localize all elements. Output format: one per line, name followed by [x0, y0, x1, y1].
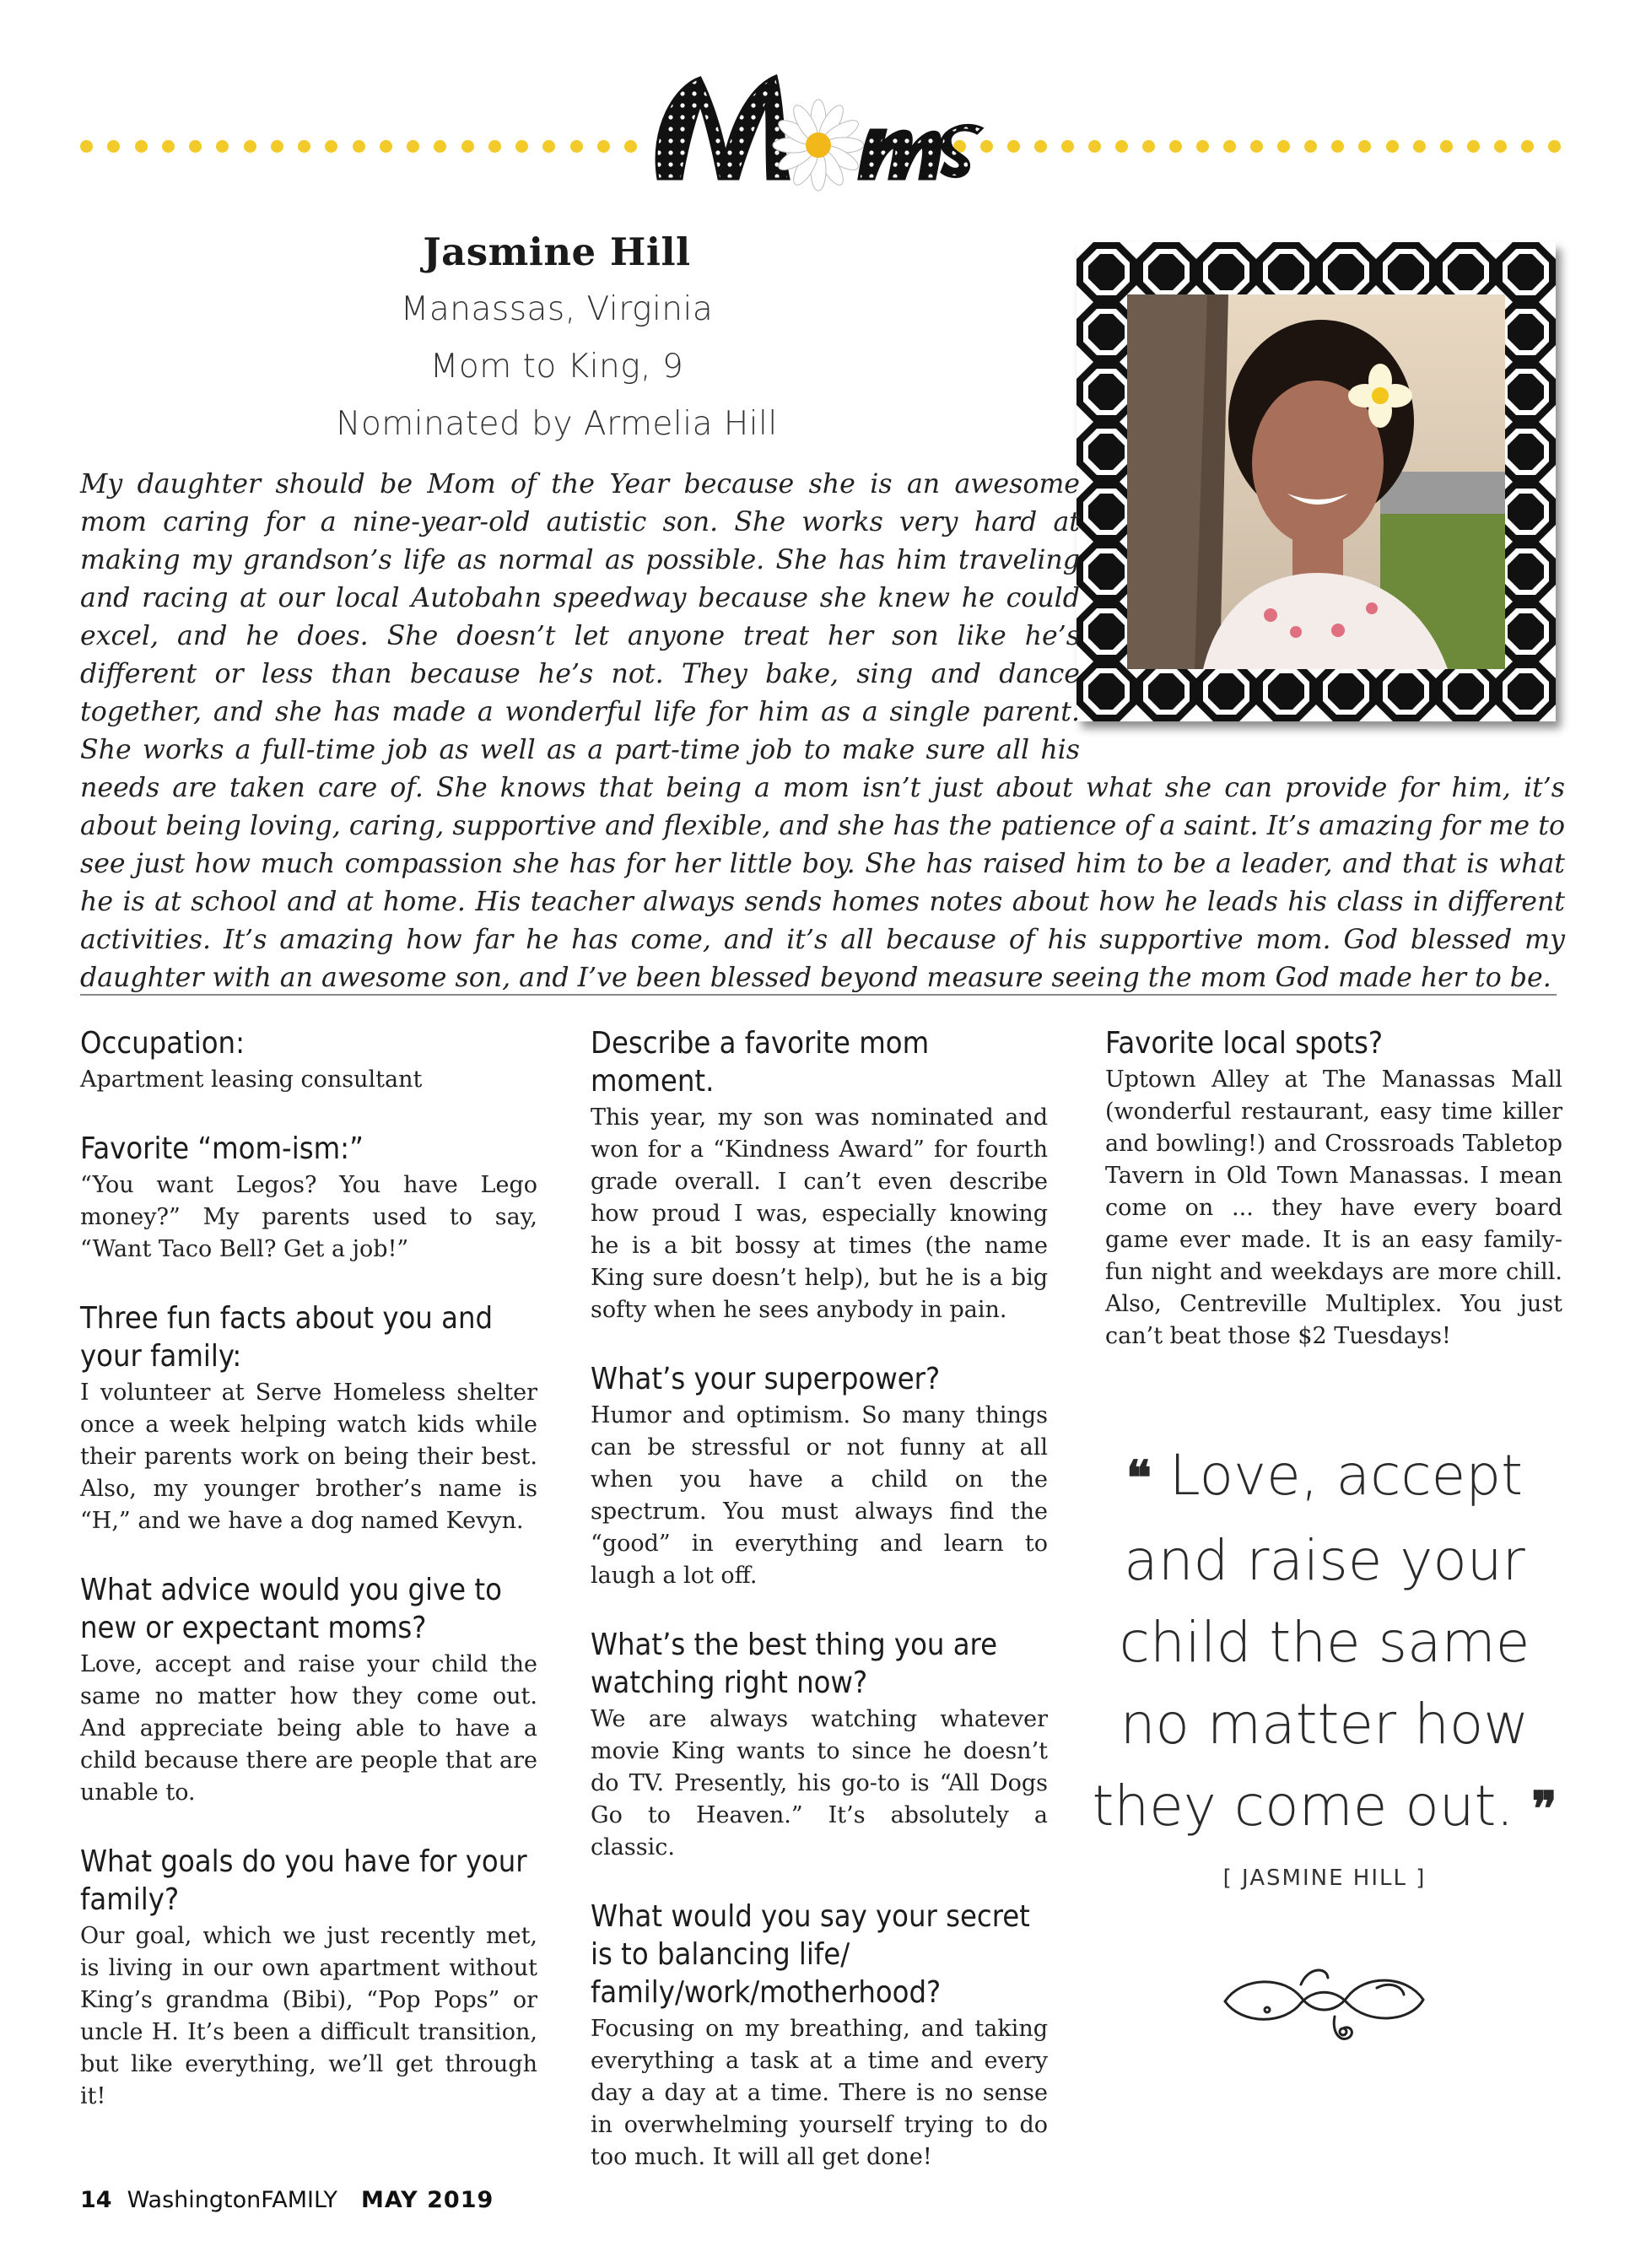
close-quote-mark: ❞	[1531, 1781, 1557, 1837]
header-dot	[80, 140, 93, 153]
header-dot	[135, 140, 148, 153]
qa-question: What goals do you have for your family?	[80, 1844, 527, 1917]
header-dot	[1034, 140, 1047, 153]
header-dot	[1358, 140, 1371, 153]
page-footer	[80, 2187, 494, 2213]
header-dot	[1142, 140, 1155, 153]
qa-question: What would you say your secret is to balancing life/ family/work/motherhood?	[591, 1899, 1030, 2010]
header-dot	[570, 140, 583, 153]
qa-answer: Uptown Alley at The Manassas Mall (wonderful restaurant, easy time killer and bowling!) and Crossroads Tabletop Tavern in Old Town Manassas. I mean come on ... they have every board game ever made. It is an easy family-fun night and weekdays are more chill. Also, Centreville Multiplex. You just can’t beat those $2 Tuesdays!	[1105, 1066, 1562, 1349]
header-dot	[325, 140, 337, 153]
header-dot	[1223, 140, 1236, 153]
header-dot	[1386, 140, 1399, 153]
qa-spacer	[80, 1096, 537, 1130]
qa-question: What’s your superpower?	[591, 1362, 941, 1396]
qa-spacer	[80, 1809, 537, 1843]
moms-logo-art	[641, 52, 996, 196]
header-dot	[434, 140, 446, 153]
qa-answer: Apartment leasing consultant	[80, 1066, 423, 1093]
header-dot	[1413, 140, 1426, 153]
header-dot	[515, 140, 528, 153]
header-dot	[298, 140, 310, 153]
pull-quote-attribution: [ JASMINE HILL ]	[1222, 1866, 1427, 1891]
qa-spacer	[591, 1592, 1048, 1626]
qa-answer: We are always watching whatever movie King wants to since he doesn’t do TV. Presently, his go-to is “All Dogs Go to Heaven.” It’s absolutely a classic.	[591, 1706, 1048, 1860]
header-dot	[461, 140, 474, 153]
header-dot	[1169, 140, 1182, 153]
header-dot	[1331, 140, 1344, 153]
header-dot	[1521, 140, 1534, 153]
qa-column-3	[1105, 1024, 1562, 1353]
header-dot	[1494, 140, 1507, 153]
header-dot	[216, 140, 229, 153]
qa-answer: “You want Legos? You have Lego money?” My parents used to say, “Want Taco Bell? Get a job!”	[80, 1172, 537, 1262]
header-dot	[542, 140, 555, 153]
header-dot	[189, 140, 202, 153]
header-dot	[162, 140, 175, 153]
section-divider	[80, 994, 1557, 996]
header-dot-rule-right	[953, 140, 1561, 160]
header-dot	[488, 140, 501, 153]
qa-column-2	[591, 1024, 1048, 2174]
qa-answer: Humor and optimism. So many things can be stressful or not funny at all when you have a child on the spectrum. You must always find the “good” in everything and learn to laugh a lot off.	[591, 1402, 1048, 1589]
qa-question: Describe a favorite mom moment.	[591, 1026, 930, 1099]
header-dot	[271, 140, 283, 153]
qa-question: Favorite local spots?	[1105, 1026, 1384, 1061]
qa-column-1	[80, 1024, 537, 2113]
nomination-story	[80, 466, 1565, 997]
publication-name: WashingtonFAMILY	[127, 2187, 337, 2213]
qa-answer: I volunteer at Serve Homeless shelter once a week helping watch kids while their parents work on being their best. Also, my younger brother’s name is “H,” and we have a dog named Kevyn.	[80, 1380, 537, 1534]
nominee-name: Jasmine Hill	[423, 230, 691, 274]
nominee-mom-to: Mom to King, 9	[429, 348, 684, 386]
qa-spacer	[80, 1266, 537, 1299]
qa-question: Three fun facts about you and your family:	[80, 1301, 494, 1374]
qa-spacer	[591, 1864, 1048, 1898]
header-dot	[624, 140, 637, 153]
header-dot	[1115, 140, 1128, 153]
header-dot	[1440, 140, 1453, 153]
flourish-ornament-icon	[1208, 1951, 1436, 2052]
header-dot-rule-left	[80, 140, 637, 160]
header-dot	[1277, 140, 1290, 153]
qa-answer: Focusing on my breathing, and taking everything a task at a time and every day a day at a time. There is no sense in overwhelming yourself trying to do too much. It will all get done!	[591, 2016, 1048, 2170]
header-dot	[353, 140, 365, 153]
header-dot	[107, 140, 120, 153]
qa-spacer	[80, 1537, 537, 1571]
page-number: 14	[80, 2187, 112, 2213]
qa-question: What advice would you give to new or expectant moms?	[80, 1573, 502, 1645]
qa-spacer	[591, 1326, 1048, 1360]
qa-question: Occupation:	[80, 1026, 245, 1061]
header-dot	[380, 140, 392, 153]
header-dot	[597, 140, 610, 153]
qa-answer: Our goal, which we just recently met, is living in our own apartment without King’s grandma (Bibi), “Pop Pops” or uncle H. It’s been a difficult transition, but like everything, we’ll get through it!	[80, 1923, 537, 2109]
header-dot	[1196, 140, 1209, 153]
header-dot	[407, 140, 419, 153]
header-dot	[1304, 140, 1317, 153]
issue-date: MAY 2019	[360, 2187, 494, 2213]
header-dot	[1250, 140, 1263, 153]
header-dot	[1061, 140, 1074, 153]
qa-question: What’s the best thing you are watching right now?	[591, 1628, 998, 1700]
nominee-location: Manassas, Virginia	[400, 290, 714, 328]
header-dot	[1467, 140, 1480, 153]
moms-logo	[641, 52, 996, 196]
header-dot	[1088, 140, 1101, 153]
open-quote-mark: ❝	[1125, 1450, 1152, 1506]
nomination-story-text: My daughter should be Mom of the Year because she is an awesome mom caring for a nine-year-old autistic son. She works very hard at making my grandson’s life as normal as possible. She has him traveling and racing at our local Autobahn speedway because she knew he could excel, and he does. She doesn’t let anyone treat her son like he’s different or less than because he’s not. They bake, sing and dance together, and she has made a wonderful life for him as a single parent. She works a full-time job as well as a part-time job to make sure all his needs are taken care of. She knows that being a mom isn’t just about what she can provide for him, it’s about being loving, caring, supportive and flexible, and she has the patience of a saint. It’s amazing for me to see just how much compassion she has for her little boy. She has raised him to be a leader, and that is what he is at school and at home. His teacher always sends homes notes about how he leads his class in different activities. It’s amazing how far he has come, and it’s all because of his supportive mom. God blessed my daughter with an awesome son, and I’ve been blessed beyond measure seeing the mom God made her to be.	[80, 469, 1565, 993]
qa-answer: Love, accept and raise your child the same no matter how they come out. And appreciate being able to have a child because there are people that are unable to.	[80, 1651, 537, 1806]
qa-answer: This year, my son was nominated and won for a “Kindness Award” for fourth grade overall. I can’t even describe how proud I was, especially knowing he is a bit bossy at times (the name King sure doesn’t help), but he is a big softy when he sees anybody in pain.	[591, 1104, 1048, 1323]
header-dot	[1548, 140, 1561, 153]
pull-quote	[1088, 1434, 1561, 1850]
header-dot	[244, 140, 256, 153]
qa-question: Favorite “mom-ism:”	[80, 1131, 364, 1166]
header-dot	[1007, 140, 1020, 153]
nominee-nominated-by: Nominated by Armelia Hill	[336, 405, 778, 443]
pull-quote-text: Love, accept and raise your child the same no matter how they come out.	[1092, 1443, 1530, 1839]
